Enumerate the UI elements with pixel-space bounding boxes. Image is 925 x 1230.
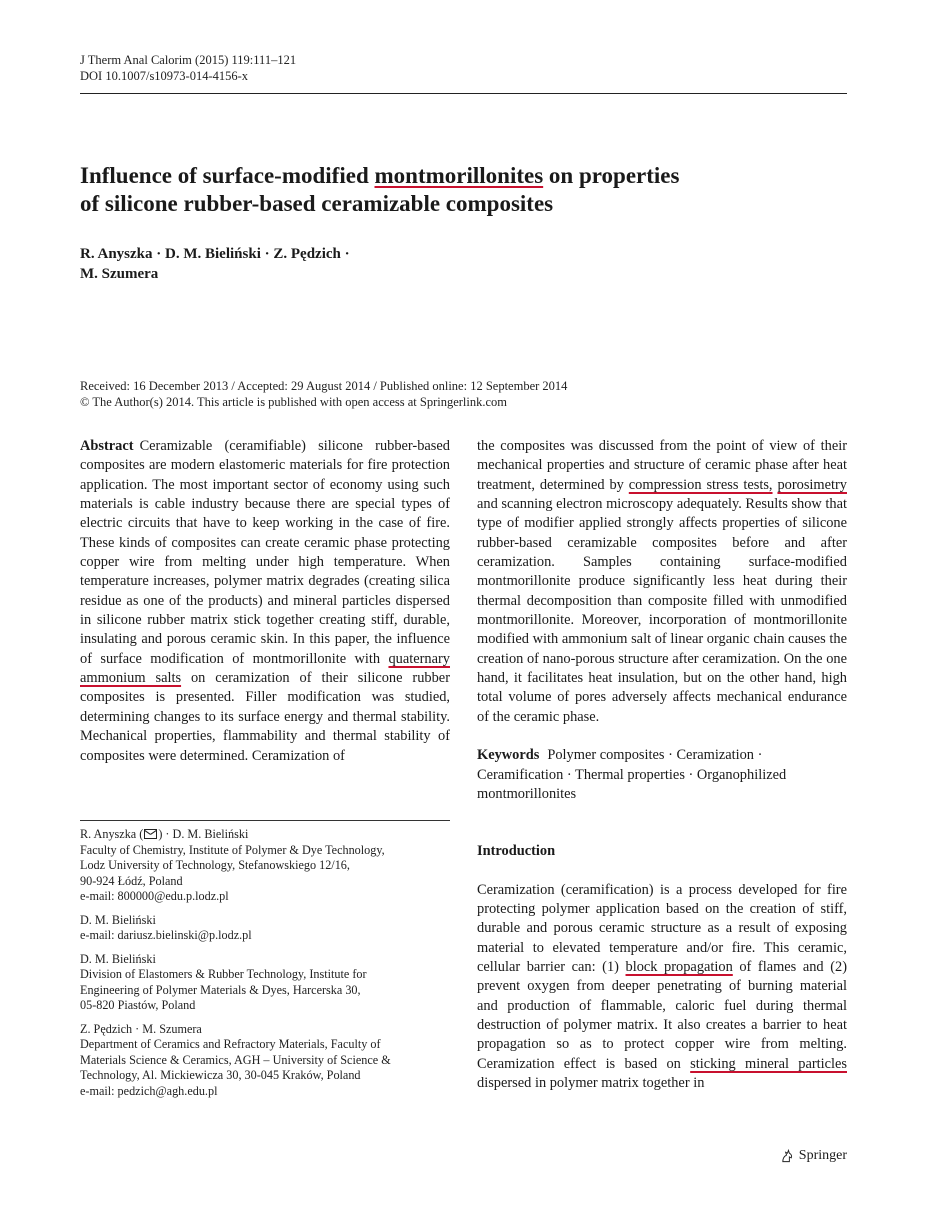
affiliation-3 — [80, 952, 450, 1014]
history-line: Received: 16 December 2013 / Accepted: 29 August 2014 / Published online: 12 September 2014 — [80, 379, 568, 393]
publisher-logo — [780, 1147, 847, 1165]
affiliation-1 — [80, 827, 450, 905]
email-link[interactable]: e-mail: dariusz.bielinski@p.lodz.pl — [80, 928, 252, 942]
affiliation-line: Department of Ceramics and Refractory Materials, Faculty of — [80, 1037, 381, 1051]
affiliation-4 — [80, 1022, 450, 1100]
abstract-text: and scanning electron microscopy adequately. Results show that type of modifier applied strongly affects properties of silicone rubber-based ceramizable composites before and after ceramization. Samples containing surface-modified montmorillonite produce significantly less heat during their thermal decomposition than composite filled with unmodified montmorillonite. Moreover, incorporation of montmorillonite modified with ammonium salt of linear organic chain causes the creation of nano-porous structure after ceramization. On the one hand, it facilitates heat insulation, but on the other hand, high total volume of pores adversely affects mechanical endurance of the ceramic phase. — [477, 496, 847, 725]
author-list — [80, 244, 440, 284]
email-link[interactable]: e-mail: pedzich@agh.edu.pl — [80, 1083, 218, 1098]
affiliation-rule — [80, 820, 450, 821]
title-text: of silicone rubber-based ceramizable composites — [80, 191, 554, 216]
intro-text: dispersed in polymer matrix together in — [477, 1074, 705, 1091]
authors-line: M. Szumera — [80, 266, 159, 282]
abstract-text: on ceramization of their silicone rubber composites is presented. Filler modification was studied, determining changes to its surface energy and thermal stability. Mechanical properties, flammability and thermal stability of composites were determined. Ceramization of — [80, 670, 450, 764]
abstract-text: the composites was discussed from the point of view of their mechanical properties and structure of ceramic phase after heat treatment, determined by — [477, 438, 847, 493]
affiliation-authors: D. M. Bieliński — [80, 951, 156, 966]
flagged-phrase: block propagation — [625, 958, 733, 975]
affiliation-line: 05-820 Piastów, Poland — [80, 998, 196, 1012]
keywords — [477, 746, 847, 804]
right-column — [477, 437, 847, 1095]
abstract-text: Ceramizable (ceramifiable) silicone rubber-based composites are modern elastomeric materials for fire protection application. The most important sector of economy using such materials is cable industry because there are special types of electric circuits that have to keep working in the case of fire. These kinds of composites can create ceramic phase protecting copper wire from melting under high temperature. When temperature increases, polymer matrix degrades (creating silica residue as one of the products) and mineral particles dispersed in silicone rubber matrix stick together creating stiff, durable, insulating and porous ceramic skin. In this paper, the influence of surface modification of montmorillonite with — [80, 438, 450, 667]
journal-citation: J Therm Anal Calorim (2015) 119:111–121 — [80, 53, 297, 67]
keywords-text: Polymer composites · Ceramization · Ceramification · Thermal properties · Organophilized montmorillonites — [477, 747, 787, 802]
title-text: Influence of surface-modified — [80, 163, 375, 188]
introduction-heading: Introduction — [477, 843, 556, 860]
authors-line: R. Anyszka · D. M. Bieliński · Z. Pędzich · — [80, 246, 350, 262]
affiliation-2 — [80, 913, 450, 944]
title-text: on properties — [543, 163, 680, 188]
introduction-text — [477, 881, 847, 1095]
affiliation-authors: D. M. Bieliński — [80, 912, 156, 927]
affiliation-line: Lodz University of Technology, Stefanowskiego 12/16, — [80, 858, 350, 872]
affiliation-line: 90-924 Łódź, Poland — [80, 873, 183, 888]
flagged-phrase: quaternary ammonium salts — [80, 650, 450, 687]
doi[interactable]: DOI 10.1007/s10973-014-4156-x — [80, 69, 249, 83]
affiliation-line: Engineering of Polymer Materials & Dyes, Harcerska 30, — [80, 982, 361, 997]
springer-horse-icon — [780, 1148, 795, 1164]
flagged-phrase: porosimetry — [777, 476, 847, 493]
email-link[interactable]: e-mail: 800000@edu.p.lodz.pl — [80, 889, 229, 903]
affiliations — [80, 827, 450, 1107]
affiliation-line: Faculty of Chemistry, Institute of Polymer & Dye Technology, — [80, 842, 385, 857]
intro-text: Ceramization (ceramification) is a process developed for fire protecting polymer application based on the creation of stiff, durable and porous ceramic structure as a result of exposing material to elevated temperature and/or fire. This ceramic, cellular barrier can: (1) — [477, 881, 847, 975]
affiliation-text: ) · D. M. Bieliński — [158, 827, 249, 841]
abstract-label: Abstract — [80, 438, 134, 454]
affiliation-text: R. Anyszka ( — [80, 827, 144, 841]
abstract — [80, 437, 450, 766]
title-flagged-word: montmorillonites — [374, 163, 544, 188]
publication-dates — [80, 378, 567, 410]
affiliation-line: Materials Science & Ceramics, AGH – University of Science & — [80, 1052, 391, 1067]
journal-header — [80, 52, 296, 84]
header-rule — [80, 93, 847, 94]
flagged-phrase: sticking mineral particles — [690, 1055, 847, 1072]
affiliation-line: Division of Elastomers & Rubber Technology, Institute for — [80, 967, 367, 981]
affiliation-line: Technology, Al. Mickiewicza 30, 30-045 Kraków, Poland — [80, 1068, 361, 1082]
publisher-name: Springer — [798, 1148, 847, 1163]
article-title — [80, 162, 780, 218]
abstract-continued — [477, 437, 847, 727]
abstract-column — [80, 437, 450, 792]
flagged-phrase: compression stress tests, — [628, 476, 773, 493]
affiliation-authors — [80, 827, 450, 843]
intro-text: of flames and (2) prevent oxygen from deeper penetrating of burning material and production of flammable, caloric fuel during thermal destruction of polymer matrix. It also creates a barrier to heat propagation so as to protect copper wire from melting. Ceramization effect is based on — [477, 958, 847, 1072]
affiliation-authors: Z. Pędzich · M. Szumera — [80, 1021, 202, 1036]
keywords-label: Keywords — [477, 747, 540, 764]
envelope-icon[interactable] — [144, 829, 157, 839]
copyright-line: © The Author(s) 2014. This article is published with open access at Springerlink.com — [80, 395, 508, 409]
